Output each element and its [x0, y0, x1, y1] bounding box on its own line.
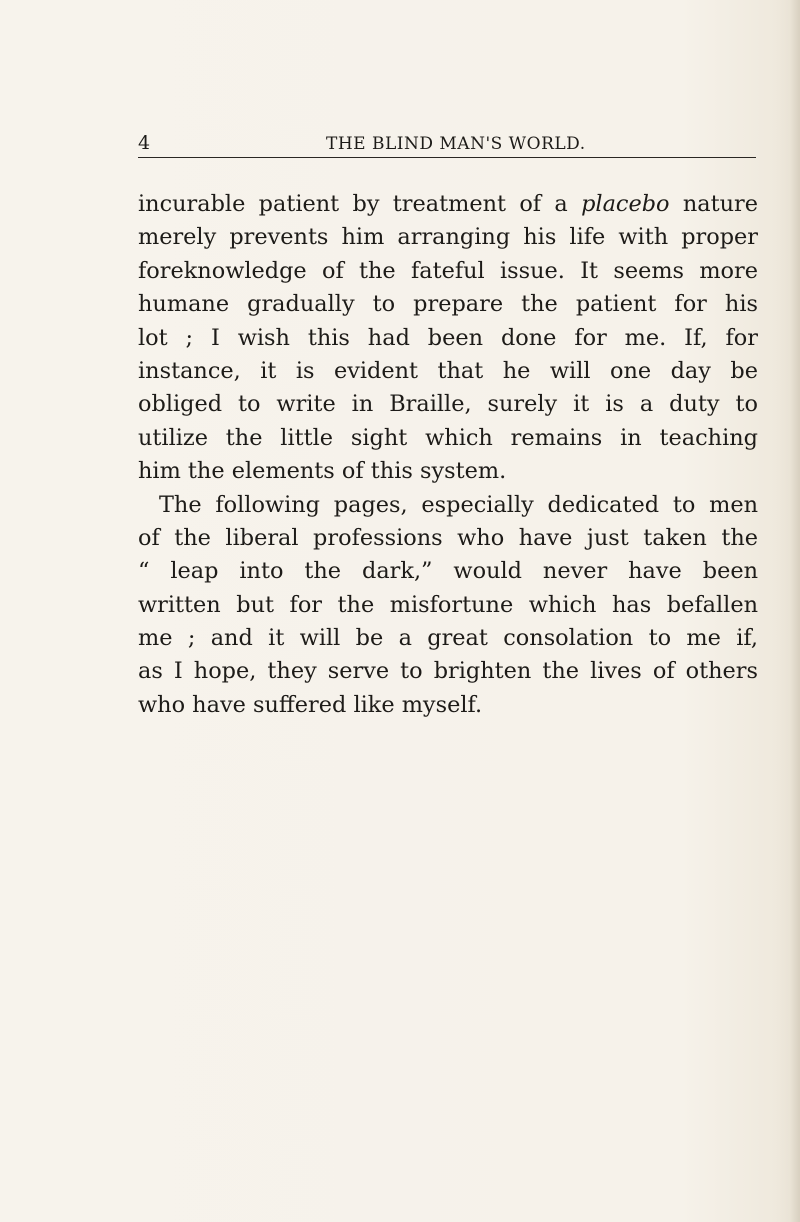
text-line-8: utilize the little sight which remains in teaching — [138, 424, 758, 451]
text-line-14: me ; and it will be a great consolation to me if, — [138, 625, 758, 652]
text-line-6: instance, it is evident that he will one day be — [138, 357, 758, 384]
page-edge-shadow — [790, 0, 800, 1222]
text-line-5: lot ; I wish this had been done for me. If, for — [138, 324, 758, 351]
text-line-1 — [138, 188, 758, 221]
text-line-2: merely prevents him arranging his life with proper — [138, 224, 758, 251]
text-line-4: humane gradually to prepare the patient for his — [138, 291, 758, 318]
text-line-1-end: nature — [669, 191, 758, 217]
italic-word: placebo — [581, 191, 670, 217]
text-line-11: of the liberal professions who have just taken the — [138, 524, 758, 551]
text-line-15: as I hope, they serve to brighten the lives of others — [138, 658, 758, 685]
text-line-10: The following pages, especially dedicated to men — [159, 491, 758, 518]
header-rule — [138, 157, 756, 158]
text-line-16: who have suffered like myself. — [138, 691, 483, 718]
page-header — [138, 128, 760, 158]
text-line-12: “ leap into the dark,” would never have been — [138, 558, 758, 585]
text-line-9: him the elements of this system. — [138, 458, 507, 485]
text-line-3: foreknowledge of the fateful issue. It seems more — [138, 257, 758, 284]
text-line-13: written but for the misfortune which has befallen — [138, 591, 758, 618]
text-line-7: obliged to write in Braille, surely it is a duty to — [138, 391, 758, 418]
page-number: 4 — [138, 132, 151, 154]
text-line-1-start: incurable patient by treatment of a — [138, 191, 582, 217]
running-head: THE BLIND MAN'S WORLD. — [326, 134, 586, 154]
body-text — [138, 188, 758, 722]
